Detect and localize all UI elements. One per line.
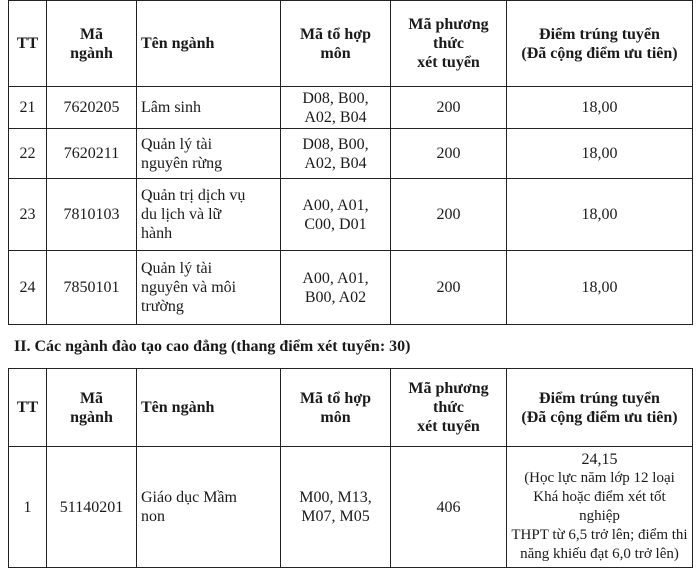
- section-2-title: II. Các ngành đào tạo cao đẳng (thang điểm xét tuyển: 30): [14, 338, 411, 355]
- cell-to-hop-line: C00, D01: [304, 215, 367, 233]
- college-subjects-table: [8, 368, 693, 568]
- table-row: [9, 447, 693, 568]
- header-diem-line: Điểm trúng tuyển: [539, 389, 660, 407]
- cell-ma-nganh: 7620205: [47, 87, 137, 129]
- cell-diem: 18,00: [507, 251, 693, 325]
- cell-ma-nganh: 7620211: [47, 129, 137, 179]
- cell-to-hop: [281, 179, 391, 251]
- table-header-row: [9, 369, 693, 447]
- cell-phuong-thuc: 200: [391, 129, 507, 179]
- cell-ten-nganh: [137, 179, 281, 251]
- table-row: [9, 251, 693, 325]
- cell-diem: 18,00: [507, 87, 693, 129]
- table-row: [9, 87, 693, 129]
- cell-to-hop-line: M00, M13,: [299, 489, 372, 506]
- cell-to-hop: [281, 87, 391, 129]
- cell-to-hop-line: M07, M05: [301, 508, 370, 525]
- header-ma-nganh-line: ngành: [70, 408, 113, 426]
- cell-ten-line: Giáo dục Mầm: [141, 489, 237, 506]
- header-diem-line: (Đã cộng điểm ưu tiên): [521, 44, 678, 62]
- header-ma-nganh-line: Mã: [79, 389, 104, 407]
- cell-tt: 24: [9, 251, 47, 325]
- cell-ma-nganh: 7850101: [47, 251, 137, 325]
- header-ma-to-hop-line: Mã tổ hợp: [299, 389, 372, 407]
- header-ma-nganh: [47, 369, 137, 447]
- header-ma-to-hop: [281, 369, 391, 447]
- cell-diem: 18,00: [507, 129, 693, 179]
- header-diem: [507, 369, 693, 447]
- header-tt: TT: [9, 369, 47, 447]
- cell-to-hop: [281, 447, 391, 568]
- cell-to-hop-line: A02, B04: [304, 154, 367, 172]
- header-ma-phuong-thuc-line: Mã phương: [408, 16, 489, 33]
- cell-to-hop-line: D08, B00,: [302, 89, 369, 107]
- header-ma-to-hop-line: Mã tổ hợp: [299, 25, 372, 43]
- table-row: [9, 179, 693, 251]
- cell-ten-line: Quản trị dịch vụ: [141, 187, 246, 204]
- cell-ten-line: Quản lý tài: [141, 135, 213, 153]
- cell-ten-line: non: [141, 508, 165, 525]
- cell-diem: 18,00: [507, 179, 693, 251]
- cell-tt: 1: [9, 447, 47, 568]
- cell-ten-line: trường: [141, 298, 184, 315]
- cell-to-hop-line: A02, B04: [304, 108, 367, 126]
- cell-to-hop-line: B00, A02: [304, 288, 367, 306]
- header-ma-phuong-thuc: [391, 369, 507, 447]
- cell-to-hop: [281, 129, 391, 179]
- header-ma-nganh: [47, 1, 137, 87]
- cell-ten-line: hành: [141, 225, 173, 242]
- cell-phuong-thuc: 200: [391, 179, 507, 251]
- cell-diem-note-line: THPT từ 6,5 trở lên; điểm thi: [511, 527, 688, 543]
- header-diem-line: (Đã cộng điểm ưu tiên): [521, 408, 678, 426]
- cell-tt: 23: [9, 179, 47, 251]
- header-diem-line: Điểm trúng tuyển: [539, 25, 660, 43]
- header-ma-nganh-line: Mã: [79, 25, 104, 43]
- cell-to-hop: [281, 251, 391, 325]
- cell-phuong-thuc: 406: [391, 447, 507, 568]
- table-header-row: [9, 1, 693, 87]
- cell-to-hop-line: A00, A01,: [302, 269, 369, 287]
- cell-phuong-thuc: 200: [391, 251, 507, 325]
- header-ten-nganh: Tên ngành: [137, 1, 281, 87]
- cell-phuong-thuc: 200: [391, 87, 507, 129]
- header-tt: TT: [9, 1, 47, 87]
- cell-diem-note-line: (Học lực năm lớp 12 loại: [524, 470, 675, 486]
- header-ma-phuong-thuc-line: thức: [433, 35, 464, 52]
- cell-tt: 21: [9, 87, 47, 129]
- header-ma-phuong-thuc-line: thức: [433, 399, 464, 416]
- cell-diem-value: 24,15: [581, 451, 618, 468]
- cell-ten-nganh: [137, 251, 281, 325]
- cell-ten-nganh: [137, 87, 281, 129]
- cell-ma-nganh: 51140201: [47, 447, 137, 568]
- cell-diem-note-line: Khá hoặc điểm xét tốt nghiệp: [533, 489, 666, 524]
- cell-ten-nganh: [137, 447, 281, 568]
- cell-ten-nganh: [137, 129, 281, 179]
- header-ma-nganh-line: ngành: [70, 44, 113, 62]
- header-ma-phuong-thuc-line: xét tuyển: [417, 54, 480, 71]
- header-diem: [507, 1, 693, 87]
- cell-tt: 22: [9, 129, 47, 179]
- header-ma-to-hop: [281, 1, 391, 87]
- cell-ten-line: Lâm sinh: [141, 99, 201, 116]
- header-ma-phuong-thuc-line: xét tuyển: [417, 418, 480, 435]
- table-row: [9, 129, 693, 179]
- cell-ten-line: Quản lý tài: [141, 260, 213, 277]
- cell-to-hop-line: D08, B00,: [302, 135, 369, 153]
- universitysubjects-table: [8, 0, 693, 325]
- cell-ten-line: nguyên rừng: [141, 154, 223, 172]
- cell-to-hop-line: A00, A01,: [302, 196, 369, 214]
- header-ma-phuong-thuc-line: Mã phương: [408, 380, 489, 397]
- header-ten-nganh: Tên ngành: [137, 369, 281, 447]
- cell-ma-nganh: 7810103: [47, 179, 137, 251]
- cell-diem-note-line: năng khiếu đạt 6,0 trở lên): [520, 546, 679, 562]
- header-ma-phuong-thuc: [391, 1, 507, 87]
- cell-ten-line: nguyên và môi: [141, 279, 237, 296]
- header-ma-to-hop-line: môn: [320, 44, 351, 62]
- cell-ten-line: du lịch và lữ: [141, 206, 222, 223]
- cell-diem: [507, 447, 693, 568]
- header-ma-to-hop-line: môn: [320, 408, 351, 426]
